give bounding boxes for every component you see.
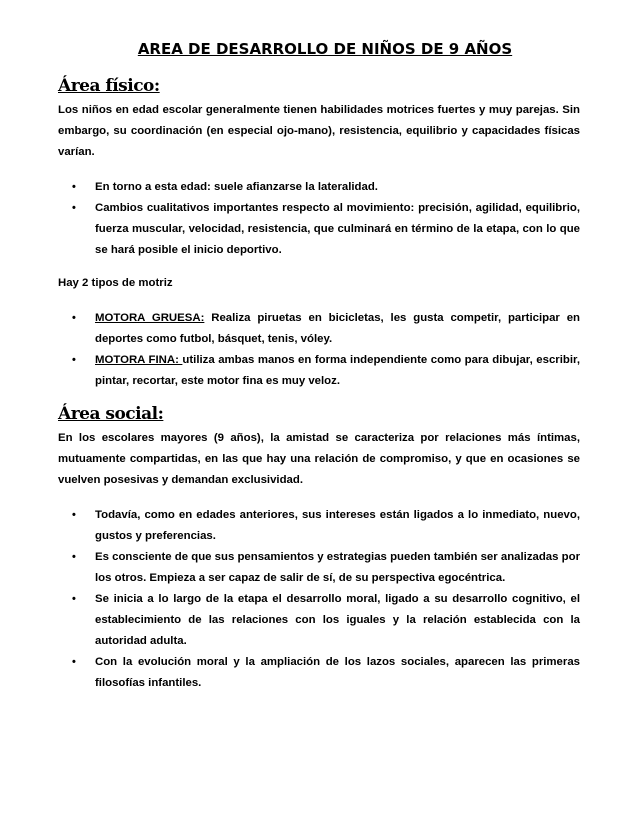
social-intro-paragraph: En los escolares mayores (9 años), la amistad se caracteriza por relaciones más íntimas, mutuamente compartidas, en las que hay una relación de compromiso, y que en ocasiones se vuelven posesivas y demandan exclusividad.: [58, 432, 580, 486]
motor-term-gross: MOTORA GRUESA:: [95, 312, 205, 324]
list-item-text: Cambios cualitativos importantes respecto al movimiento: precisión, agilidad, equilibrio, fuerza muscular, velocidad, resistencia, que culminará en término de la etapa, con lo que se hará posible el inicio deportivo.: [95, 202, 580, 256]
list-item-text: Se inicia a lo largo de la etapa el desarrollo moral, ligado a su desarrollo cognitivo, el establecimiento de las relaciones con los iguales y la relación establecida con la autoridad adulta.: [95, 593, 580, 647]
motor-types-intro: Hay 2 tipos de motriz: [58, 277, 173, 289]
list-item-text: Todavía, como en edades anteriores, sus intereses están ligados a lo inmediato, nuevo, gustos y preferencias.: [95, 509, 580, 542]
list-item-text: Es consciente de que sus pensamientos y estrategias pueden también ser analizadas por los otros. Empieza a ser capaz de salir de sí, de su perspectiva egocéntrica.: [95, 551, 580, 584]
bullet-icon: •: [72, 551, 76, 563]
physical-bullet-list: [58, 177, 580, 261]
list-item: [58, 652, 580, 694]
bullet-icon: •: [72, 312, 76, 324]
bullet-icon: •: [72, 593, 76, 605]
list-item: [58, 547, 580, 589]
list-item: [58, 308, 580, 350]
motor-term-fine: MOTORA FINA:: [95, 354, 183, 366]
physical-intro-paragraph: Los niños en edad escolar generalmente tienen habilidades motrices fuertes y muy parejas. Sin embargo, su coordinación (en especial ojo-mano), resistencia, equilibrio y capacidades físicas varían.: [58, 104, 580, 158]
motor-description-fine: utiliza ambas manos en forma independiente como para dibujar, escribir, pintar, recortar, este motor fina es muy veloz.: [95, 354, 580, 387]
section-heading-physical: Área físico:: [58, 76, 160, 96]
motor-types-list: [58, 308, 580, 392]
bullet-icon: •: [72, 656, 76, 668]
list-item: [58, 198, 580, 261]
section-heading-social: Área social:: [58, 404, 164, 424]
list-item-text: En torno a esta edad: suele afianzarse la lateralidad.: [95, 181, 378, 193]
list-item-text: Con la evolución moral y la ampliación de los lazos sociales, aparecen las primeras filosofías infantiles.: [95, 656, 580, 689]
bullet-icon: •: [72, 202, 76, 214]
bullet-icon: •: [72, 181, 76, 193]
bullet-icon: •: [72, 509, 76, 521]
list-item: [58, 350, 580, 392]
list-item: [58, 589, 580, 652]
bullet-icon: •: [72, 354, 76, 366]
list-item: [58, 177, 580, 198]
motor-description-gross: Realiza piruetas en bicicletas, les gusta competir, participar en deportes como futbol, básquet, tenis, vóley.: [95, 312, 581, 345]
list-item: [58, 505, 580, 547]
document-title: AREA DE DESARROLLO DE NIÑOS DE 9 AÑOS: [137, 40, 513, 58]
social-bullet-list: [58, 505, 580, 694]
